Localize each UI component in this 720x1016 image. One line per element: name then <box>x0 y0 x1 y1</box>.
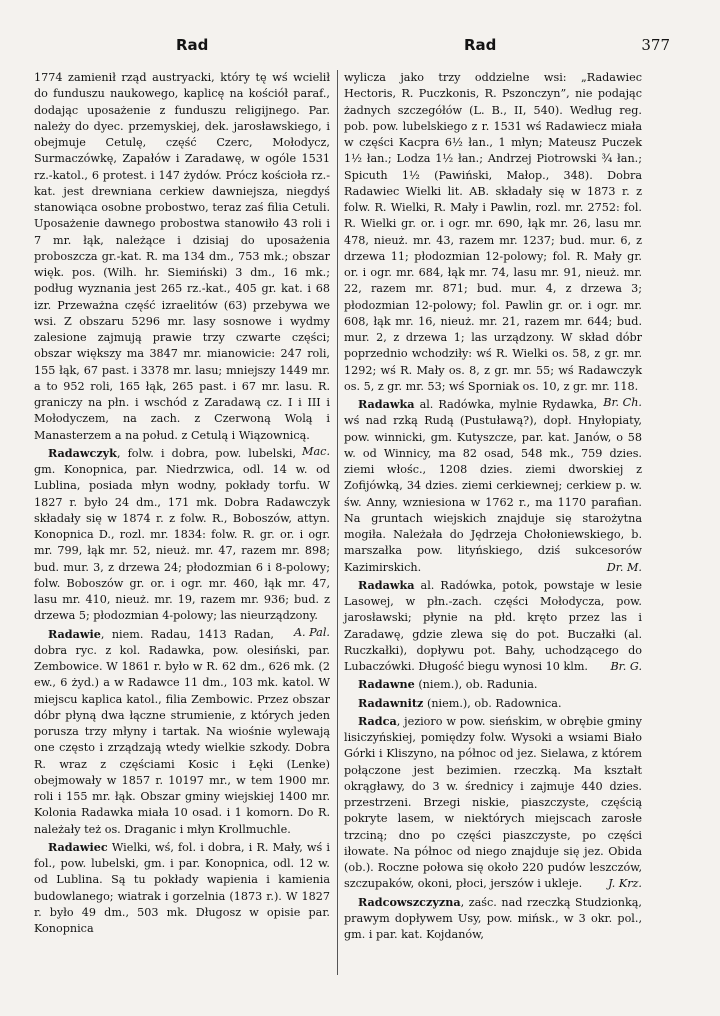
right-column <box>344 70 642 943</box>
entry-headword: Radawnitz <box>358 695 424 710</box>
running-head-left: Rad <box>176 36 209 54</box>
column-divider <box>337 70 338 975</box>
entry-text: (niem.), ob. Radunia. <box>414 678 538 692</box>
entry-radawka-2 <box>344 577 642 676</box>
entry-radawne <box>344 676 642 693</box>
entry-text: , zaśc. nad rzeczką Studzionką, prawym dopływem Usy, pow. mińsk., w 3 okr. pol., gm. i par. kat. Kojdanów, <box>344 895 642 941</box>
entry-text: , jezioro w pow. sieńskim, w obrębie gminy lisiczyńskiej, pomiędzy folw. Wysoki a wsiami Biało Górki i Kliszyno, na północ od jez. Sielawa, z którem połączone jest bezimien. rzeczką. Ma kształt okrągławy, do 3 w. średnicy i zajmuje 440 dzies. przestrzeni. Brzegi niskie, piaszczyste, częścią pokryte lasem, w niektórych miejscach zarosłe trzciną; dno po części piaszczyste, po części iłowate. Na północ od niego znajduje się jez. Obida (ob.). Roczne połowa się około 220 pudów leszczów, szczupaków, okoni, płoci, jerszów i ukleje. <box>344 714 642 891</box>
entry-text: al. Radówka, potok, powstaje w lesie Lasowej, w płn.-zach. części Mołodycza, pow. jarosławski; płynie na płd. kręto przez las i Zaradawę, gdzie zlewa się do pot. Buczałki (al. Ruczkałki), dopływu pot. Bahy, uchodzącego do Lubaczówki. Długość biegu wynosi 10 klm. <box>344 578 642 673</box>
entry-radawie <box>34 626 330 838</box>
entry-headword: Radawiec <box>48 839 108 854</box>
entry-headword: Radawka <box>358 397 415 411</box>
entry-radca <box>344 713 642 893</box>
author-signature: Dr. M. <box>606 560 642 574</box>
entry-text: wylicza jako trzy oddzielne wsi: „Radawiec Hectoris, R. Puczkonis, R. Pszonczyn”, nie podając żadnych szczegółów (L. B., II, 540). Według reg. pob. pow. lubelskiego z r. 1531 wś Radawiecz miała w części Kacpra 6½ łan., 1 młyn; Mateusz Puczek 1½ łan.; Lodza 1½ łan.; Andrzej Piotrowski ¾ łan.; Spicuth 1½ (Pawiński, Małop., 348). Dobra Radawiec Wielki lit. AB. składały się w 1873 r. z folw. R. Wielki, R. Mały i Pawlin, rozl. mr. 2752: fol. R. Wielki gr. or. i ogr. mr. 690, łąk mr. 26, lasu mr. 478, nieuż. mr. 43, razem mr. 1237; bud. mur. 6, z drzewa 11; płodozmian 12-polowy; fol. R. Mały gr. or. i ogr. mr. 684, łąk mr. 74, lasu mr. 91, nieuż. mr. 22, razem mr. 871; bud. mur. 4, z drzewa 3; płodozmian 12-polowy; fol. Pawlin gr. or. i ogr. mr. 608, łąk mr. 16, nieuż. mr. 21, razem mr. 644; bud. mur. 2, z drzewa 1; las urządzony. W skład dóbr poprzednio wchodziły: wś R. Wielki os. 58, z gr. mr. 1292; wś R. Mały os. 8, z gr. mr. 55; wś Radawczyk os. 5, z gr. mr. 53; wś Sporniak os. 10, z gr. mr. 118. <box>344 71 642 393</box>
author-signature: Br. Ch. <box>603 396 642 409</box>
entry-radcowszczyzna <box>344 894 642 944</box>
author-signature: A. Pal. <box>293 625 330 639</box>
entry-radawnitz <box>344 695 642 712</box>
left-column <box>34 70 330 937</box>
entry-headword: Radawka <box>358 577 415 592</box>
page-header <box>36 36 670 58</box>
entry-text: 1774 zamienił rząd austryacki, który tę wś wcielił do funduszu naukowego, kaplicę na kościół paraf., dodając uposażenie z funduszu religijnego. Par. należy do dyec. przemyskiej, dek. jarosławskiego, i obejmuje Cetulę, część Czerc, Mołodycz, Surmaczówkę, Zapałów i Zaradawę, w ogóle 1531 rz.-katol., 6 protest. i 147 żydów. Prócz kościoła rz.-kat. jest drewniana cerkiew dawniejsza, niegdyś stanowiąca osobne probostwo, teraz zaś filia Cetuli. Uposażenie dawnego probostwa stanowiło 43 roli i 7 mr. łąk, należące i dzisiaj do uposażenia proboszcza gr.-kat. R. ma 134 dm., 753 mk.; obszar więk. pos. (Wilh. hr. Siemiński) 3 dm., 16 mk.; podług wyznania jest 265 rz.-kat., 405 gr. kat. i 68 izr. Przeważna część izraelitów (63) przebywa we wsi. Z obszaru 5296 mr. lasy sosnowe i wydmy zalesione zajmują prawie trzy czwarte części; obszar większy ma 3847 mr. mianowicie: 247 roli, 155 łąk, 67 past. i 3378 mr. lasu; mniejszy 1449 mr. a to 952 roli, 165 łąk, 265 past. i 67 mr. lasu. R. graniczy na płn. i wschód z Zaradawą cz. I i III i Mołodyczem, na zach. z Czerwoną Wolą i Manasterzem a na połud. z Cetulą i Wiązownicą. <box>34 71 330 442</box>
entry-headword: Radawne <box>358 677 415 692</box>
entry-headword: Radawczyk <box>48 445 117 460</box>
entry-text: al. Radówka, mylnie Rydawka, wś nad rzką Rudą (Pustuławą?), dopł. Hnyłopiaty, pow. winnicki, gm. Kutyszcze, par. kat. Janów, o 58 w. od Winnicy, ma 82 osad, 548 mk., 759 dzies. ziemi włośc., 1208 dzies. ziemi dworskiej z Zofijówką, 34 dzies. ziemi cerkiewnej; cerkiew p. w. św. Anny, wzniesiona w 1762 r., ma 1170 parafian. Na gruntach wiejskich znajduje się starożytna mogiła. Należała do Jędrzeja Chołoniewskiego, b. marszałka pow. lityńskiego, dziś sukcesorów Kazimirskich. <box>344 398 642 574</box>
entry-headword: Radawie <box>48 626 101 641</box>
entry-radawiec <box>34 839 330 938</box>
page-number: 377 <box>641 36 670 54</box>
entry-text: Wielki, wś, fol. i dobra, i R. Mały, wś i fol., pow. lubelski, gm. i par. Konopnica, odl. 12 w. od Lublina. Są tu pokłady wapienia i kamienia budowlanego; wiatrak i gorzelnia (1873 r.). W 1827 r. było 49 dm., 503 mk. Długosz w opisie par. Konopnica <box>34 840 330 935</box>
entry-headword: Radca <box>358 713 397 728</box>
entry-text: , folw. i dobra, pow. lubelski, gm. Konopnica, par. Niedrzwica, odl. 14 w. od Lublina, posiada młyn wodny, pokłady torfu. W 1827 r. było 24 dm., 171 mk. Dobra Radawczyk składały się w 1874 r. z folw. R., Boboszów, attyn. Konopnica D., rozl. mr. 1834: folw. R. gr. or. i ogr. mr. 799, łąk mr. 52, nieuż. mr. 47, razem mr. 898; bud. mur. 3, z drzewa 24; płodozmian 6 i 8-polowy; folw. Boboszów gr. or. i ogr. mr. 460, łąk mr. 47, lasu mr. 410, nieuż. mr. 19, razem mr. 936; bud. z drzewa 5; płodozmian 4-polowy; las nieurządzony. <box>34 446 330 623</box>
entry-headword: Radcowszczyzna <box>358 894 461 909</box>
author-signature: Mac. <box>302 444 330 458</box>
running-head-right: Rad <box>464 36 497 54</box>
entry-radawka-1 <box>344 396 642 576</box>
author-signature: J. Krz. <box>608 877 642 891</box>
entry-text: , niem. Radau, 1413 Radan, dobra ryc. z kol. Radawka, pow. olesiński, par. Zembowice. W 1861 r. było w R. 62 dm., 626 mk. (2 ew., 6 żyd.) a w Radawce 11 dm., 103 mk. katol. W miejscu kaplica katol., filia Zembowic. Przez obszar dóbr płyną dwa łączne strumienie, z których jeden porusza trzy młyny i tartak. Na wiośnie wylewają one często i zrządzają wtedy wielkie szkody. Dobra R. wraz z częściami Kosic i Łęki (Lenke) obejmowały w 1857 r. 10197 mr., w tem 1900 mr. roli i 155 mr. łąk. Obszar gminy wiejskiej 1400 mr. Kolonia Radawka miała 10 osad. i 1 komorn. Do R. należały też os. Draganic i młyn Krollmuchle. <box>34 627 330 836</box>
entry-text: (niem.), ob. Radownica. <box>423 696 562 710</box>
author-signature: Br. G. <box>610 660 642 673</box>
